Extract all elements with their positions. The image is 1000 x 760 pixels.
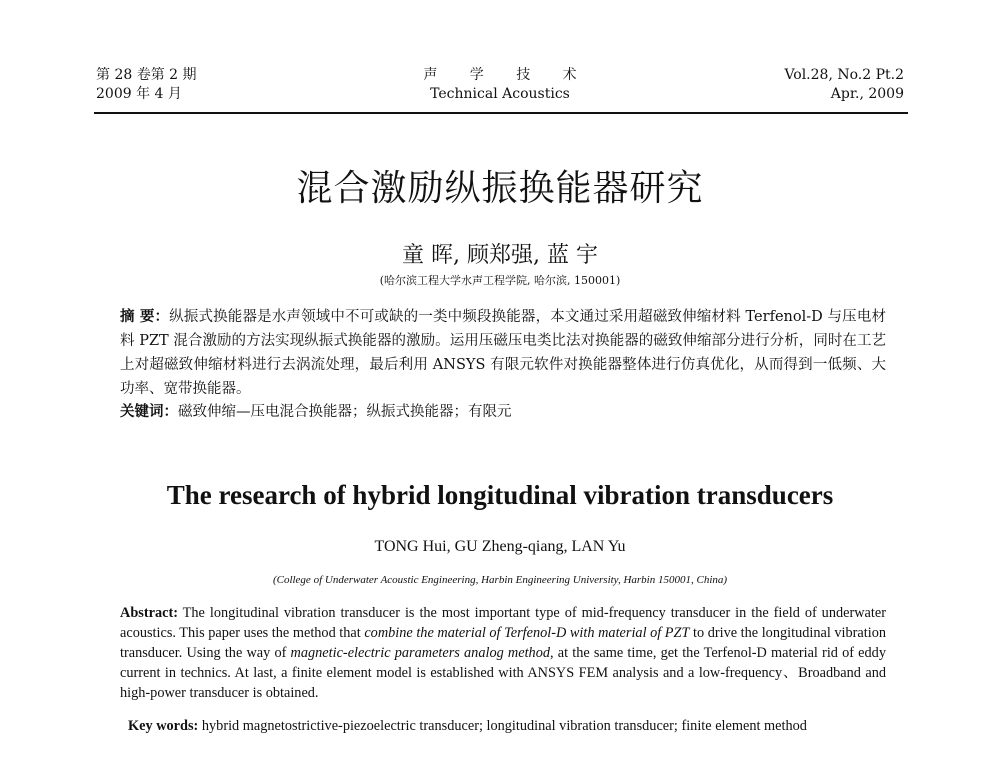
affiliation-en: (College of Underwater Acoustic Engineering, Harbin Engineering University, Harbin 150001, China) (272, 574, 728, 586)
abstract-en-text-2: to drive the longitudinal vibration transducer. Using the way of (120, 625, 887, 661)
volume-issue: 第 28 卷第 2 期 (96, 67, 197, 83)
keywords-cn (120, 400, 886, 424)
abstract-cn (120, 305, 886, 401)
abstract-en-italic-1: combine the material of Terfenol-D with material of PZT (364, 625, 690, 641)
paper-title-en: The research of hybrid longitudinal vibration transducers (166, 480, 834, 510)
abstract-en (120, 603, 886, 703)
abstract-en-text-3: , at the same time, get the Terfenol-D material rid of eddy current in technics. At last, a finite element model is established with ANSYS FEM analysis and a low-frequency、Broadband and high-power transducer is obtained. (120, 645, 886, 701)
keywords-en-label: Key words: (128, 718, 199, 734)
volume-issue-en: Vol.28, No.2 Pt.2 (784, 67, 904, 83)
journal-volume-info-en (784, 66, 904, 104)
abstract-en-italic-2: magnetic-electric parameters analog method (290, 645, 550, 661)
keywords-en-text: hybrid magnetostrictive-piezoelectric transducer; longitudinal vibration transducer; finite element method (198, 718, 807, 734)
publication-date: 2009 年 4 月 (96, 86, 182, 102)
journal-name-cn: 声 学 技 术 (423, 67, 591, 83)
journal-name-en: Technical Acoustics (430, 86, 570, 102)
publication-date-en: Apr., 2009 (830, 86, 904, 102)
authors-cn: 童 晖, 顾郑强, 蓝 宇 (402, 243, 598, 268)
abstract-en-label: Abstract: (120, 605, 178, 621)
keywords-cn-text: 磁致伸缩—压电混合换能器；纵振式换能器；有限元 (178, 404, 512, 420)
abstract-cn-label: 摘 要： (120, 309, 170, 325)
abstract-en-text-1: The longitudinal vibration transducer is the most important type of mid-frequency transducer in the field of underwater acoustics. This paper uses the method that (120, 605, 886, 641)
header-rule (94, 112, 908, 114)
paper-title-cn: 混合激励纵振换能器研究 (296, 168, 704, 209)
affiliation-cn: (哈尔滨工程大学水声工程学院, 哈尔滨, 150001) (379, 274, 621, 287)
keywords-en (128, 716, 888, 736)
authors-en: TONG Hui, GU Zheng-qiang, LAN Yu (374, 538, 626, 555)
keywords-cn-label: 关键词： (120, 404, 178, 420)
abstract-cn-text: 纵振式换能器是水声领域中不可或缺的一类中频段换能器，本文通过采用超磁致伸缩材料 Terfenol-D 与压电材料 PZT 混合激励的方法实现纵振式换能器的激励。运用压磁压电类比法对换能器的磁致伸缩部分进行分析，同时在工艺上对超磁致伸缩材料进行去涡流处理，最后利用 ANSYS 有限元软件对换能器整体进行仿真优化，从而得到一低频、大功率、宽带换能器。 (120, 309, 886, 397)
